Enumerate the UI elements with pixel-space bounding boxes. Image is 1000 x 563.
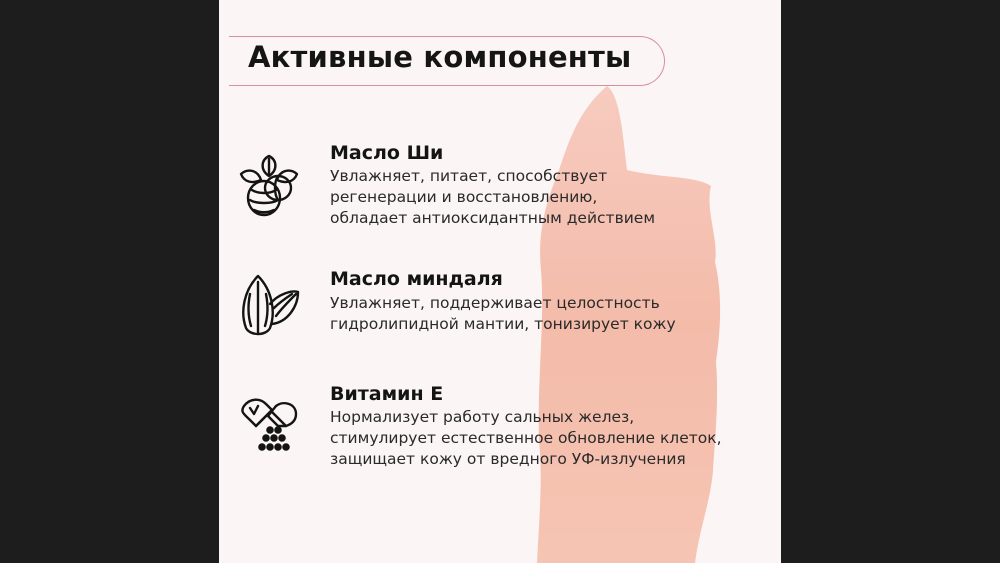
- slide: [219, 0, 781, 563]
- vitamin-capsule-icon: [236, 390, 302, 460]
- item-name: Масло миндаля: [330, 268, 503, 290]
- item-description: Увлажняет, питает, способствует регенерации и восстановлению, обладает антиоксидантным действием: [330, 167, 656, 227]
- item-description: Увлажняет, поддерживает целостность гидролипидной мантии, тонизирует кожу: [330, 294, 676, 333]
- item-description: Нормализует работу сальных желез, стимулирует естественное обновление клеток, защищает кожу от вредного УФ-излучения: [330, 408, 722, 468]
- letterbox-right: [781, 0, 1000, 563]
- item-name: Масло Ши: [330, 142, 444, 164]
- item-name: Витамин Е: [330, 383, 444, 405]
- letterbox-left: [0, 0, 219, 563]
- shea-nuts-icon: [236, 150, 302, 220]
- page-title: Активные компоненты: [248, 40, 632, 74]
- almond-icon: [236, 272, 302, 342]
